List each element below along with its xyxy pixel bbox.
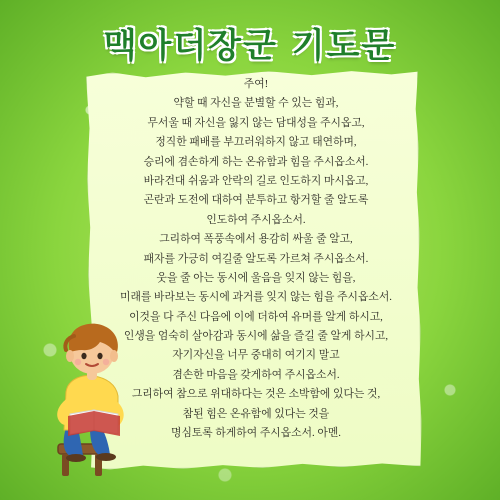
prayer-line: 바라건대 쉬움과 안락의 길로 인도하지 마시옵고, xyxy=(143,174,369,187)
prayer-line: 패자를 가긍히 여길줄 알도록 가르쳐 주시옵소서. xyxy=(143,252,369,265)
prayer-line: 자기자신을 너무 중대히 여기지 말고 xyxy=(172,349,340,362)
prayer-line: 그리하여 폭풍속에서 용감히 싸울 줄 알고, xyxy=(159,233,353,246)
prayer-line: 주여! xyxy=(243,78,269,90)
prayer-line: 약할 때 자신을 분별할 수 있는 힘과, xyxy=(173,97,339,110)
prayer-line: 곤란과 도전에 대하여 분투하고 항거할 줄 알도록 xyxy=(143,194,369,207)
poster-title: 맥아더장군 기도문 xyxy=(103,26,397,66)
prayer-line: 무서울 때 자신을 잃지 않는 담대성을 주시옵고, xyxy=(147,116,365,129)
prayer-line: 정직한 패배를 부끄러워하지 않고 태연하며, xyxy=(155,136,357,149)
prayer-line: 겸손한 마음을 갖게하여 주시옵소서. xyxy=(172,368,340,381)
prayer-line: 인생을 엄숙히 살아감과 동시에 삶을 즐길 줄 알게 하시고, xyxy=(123,330,389,343)
boy-illustration xyxy=(32,318,152,478)
prayer-line: 미래를 바라보는 동시에 과거를 잊지 않는 힘을 주시옵소서. xyxy=(120,291,392,304)
prayer-line: 그리하여 참으로 위대하다는 것은 소박함에 있다는 것, xyxy=(131,388,381,401)
prayer-line: 웃을 줄 아는 동시에 울음을 잊지 않는 힘을, xyxy=(156,271,356,284)
prayer-line: 참된 힘은 온유함에 있다는 것을 xyxy=(182,407,330,420)
prayer-line: 인도하여 주시옵소서. xyxy=(206,213,306,226)
prayer-line: 이것을 다 주신 다음에 이에 더하여 유머를 알게 하시고, xyxy=(129,310,383,323)
prayer-line: 승리에 겸손하게 하는 온유함과 힘을 주시옵소서. xyxy=(143,155,369,168)
prayer-line: 명심토록 하게하여 주시옵소서. 아멘. xyxy=(171,427,341,440)
